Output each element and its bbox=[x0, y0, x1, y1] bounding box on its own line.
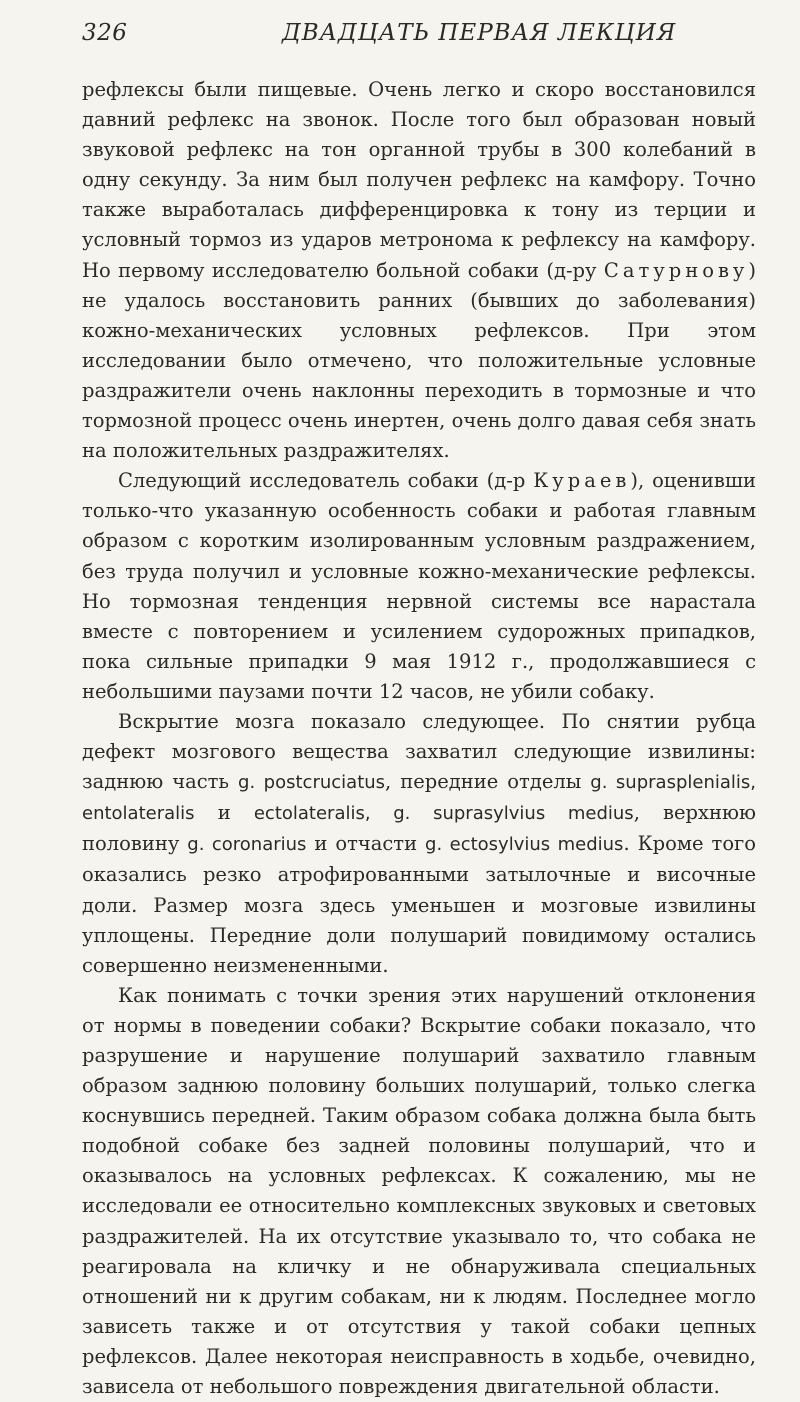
paragraph-3-text-c: и bbox=[217, 801, 231, 825]
page-header bbox=[82, 20, 762, 58]
paragraph-1-text: рефлексы были пищевые. Очень легко и скоро восстановился давний рефлекс на звонок. После того был образован новый звуковой рефлекс на тон органной трубы в 300 колебаний в одну секунду. За ним был получен рефлекс на камфору. Точно также выработалась дифференцировка к тону из терции и условный тормоз из ударов метронома к рефлексу на камфору. Но первому исследователю больной собаки (д-ру bbox=[82, 78, 756, 282]
paragraph-3-text-a: Вскрытие мозга показало следующее. По снятии рубца дефект мозгового вещества захватил следующие извилины: заднюю часть bbox=[82, 709, 756, 794]
latin-term-3: ectolateralis, g. suprasylvius medius bbox=[253, 803, 634, 825]
paragraph-3-text-b: , передние отделы bbox=[385, 770, 582, 794]
paragraph-2-tail: ), оценивши только-что указанную особенность собаки и работая главным образом с коротким изолированным условным раздражением, без труда получил и условные кожно-механические рефлексы. Но тормозная тенденция нервной системы все нарастала вместе с повторением и усилением судорожных припадков, пока сильные припадки 9 мая 1912 г., продолжавшиеся с небольшими паузами почти 12 часов, не убили собаку. bbox=[82, 469, 756, 703]
paragraph-3 bbox=[82, 707, 756, 981]
paragraph-2 bbox=[82, 466, 756, 707]
page-number: 326 bbox=[82, 20, 128, 46]
latin-term-5: g. ectosylvius medius bbox=[425, 834, 624, 856]
paragraph-3-text-d: , верхнюю половину bbox=[82, 801, 756, 856]
latin-term-2: g. suprasplenialis, entolateralis bbox=[82, 772, 756, 825]
person-name-saturnov: Сатурнову bbox=[603, 258, 749, 282]
paragraph-4-text: Как понимать с точки зрения этих нарушений отклонения от нормы в поведении собаки? Вскрытие собаки показало, что разрушение и нарушение полушарий захватило главным образом заднюю половину больших полушарий, только слегка коснувшись передней. Таким образом собака должна была быть подобной собаке без задней половины полушарий, что и оказывалось на условных рефлексах. К сожалению, мы не исследовали ее относительно комплексных звуковых и световых раздражителей. На их отсутствие указывало то, что собака не реагировала на кличку и не обнаруживала специальных отношений ни к другим собакам, ни к людям. Последнее могло зависеть также и от отсутствия у такой собаки цепных рефлексов. Далее некоторая неисправность в ходьбе, очевидно, зависела от небольшого повреждения двигательной области. bbox=[82, 983, 756, 1399]
paragraph-3-text-e: и отчасти bbox=[314, 832, 418, 856]
paragraph-3-text-f: . Кроме того оказались резко атрофированными затылочные и височные доли. Размер мозга здесь уменьшен и мозговые извилины уплощены. Передние доли полушарий повидимому остались совершенно неизмененными. bbox=[82, 832, 757, 977]
person-name-kuraev: Кураев bbox=[533, 469, 631, 493]
latin-term-4: g. coronarius bbox=[187, 834, 307, 856]
paragraph-1-tail: ) не удалось восстановить ранних (бывших до заболевания) кожно-механических условных рефлексов. При этом исследовании было отмечено, что положительные условные раздражители очень наклонны переходить в тормозные и что тормозной процесс очень инертен, очень долго давая себя знать на положительных раздражителях. bbox=[82, 258, 757, 463]
body-text bbox=[82, 75, 756, 1402]
paragraph-4 bbox=[82, 981, 756, 1402]
latin-term-1: g. postcruciatus bbox=[238, 772, 386, 794]
paragraph-1 bbox=[82, 75, 756, 466]
paragraph-2-text: Следующий исследователь собаки (д-р bbox=[118, 469, 526, 493]
running-title: ДВАДЦАТЬ ПЕРВАЯ ЛЕКЦИЯ bbox=[282, 20, 677, 46]
